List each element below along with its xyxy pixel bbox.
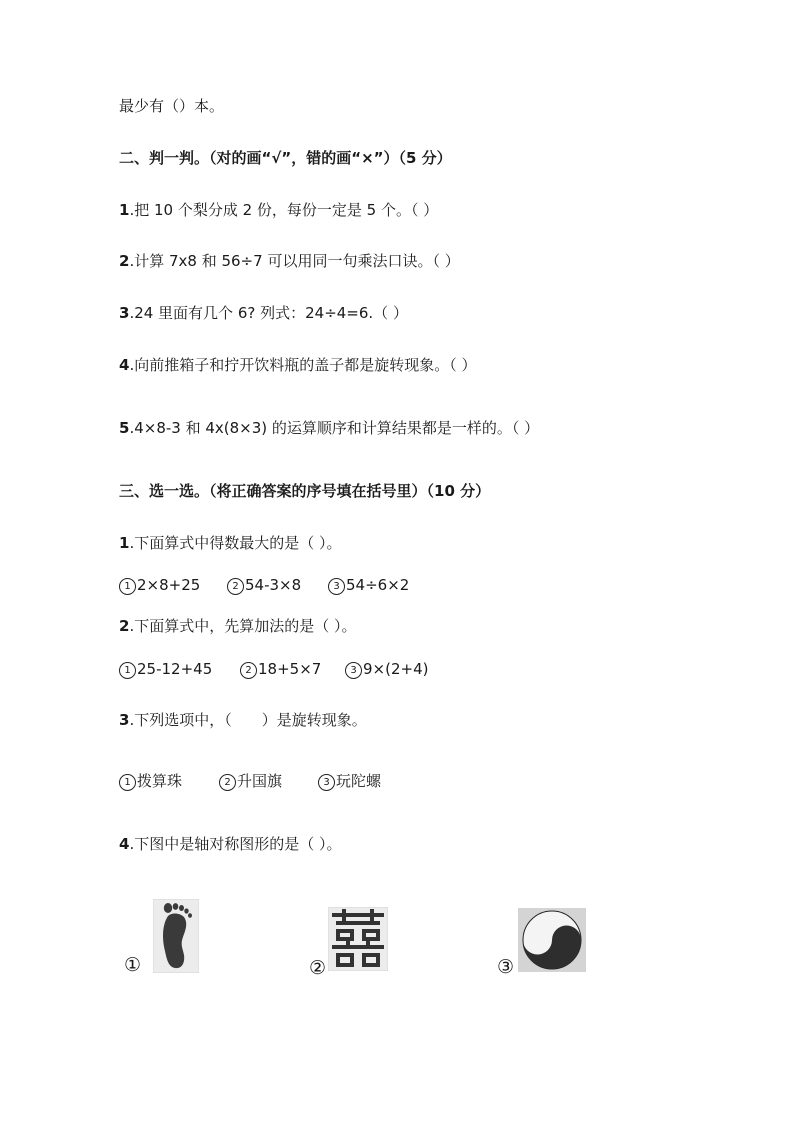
picture-option-label-3: ③ — [497, 956, 515, 978]
intro-line: 最少有（）本。 — [119, 97, 225, 115]
option-text: 18+5×7 — [258, 660, 322, 678]
question-text: .下列选项中，（ ）是旋转现象。 — [129, 711, 367, 729]
question-text: .下面算式中得数最大的是（ ）。 — [129, 534, 342, 552]
option-text: 2×8+25 — [137, 576, 201, 594]
judge-item-1 — [119, 200, 438, 220]
circled-number: 2 — [240, 662, 257, 679]
section-3-heading: 三、选一选。（将正确答案的序号填在括号里）（10 分） — [119, 482, 491, 500]
q2-option-2 — [240, 659, 321, 679]
question-number: 2 — [119, 617, 130, 635]
option-text: 25-12+45 — [137, 660, 213, 678]
circled-number: 3 — [345, 662, 362, 679]
question-text: .下图中是轴对称图形的是（ ）。 — [129, 835, 342, 853]
footprint-icon — [153, 899, 199, 973]
item-number: 1 — [119, 201, 130, 219]
q1-option-3 — [328, 575, 409, 595]
option-text: 54÷6×2 — [346, 576, 410, 594]
picture-option-label-1: ① — [124, 954, 142, 976]
picture-option-label-2: ② — [309, 957, 327, 979]
circled-number: 1 — [119, 774, 136, 791]
choice-question-4 — [119, 834, 341, 854]
choice-question-2 — [119, 616, 356, 636]
question-text: .下面算式中，先算加法的是（ ）。 — [129, 617, 357, 635]
section-2-heading: 二、判一判。（对的画“√”，错的画“×”）（5 分） — [119, 149, 452, 167]
item-number: 3 — [119, 304, 130, 322]
item-number: 2 — [119, 252, 130, 270]
option-text: 拨算珠 — [137, 772, 183, 790]
choice-question-3 — [119, 710, 367, 730]
question-number: 1 — [119, 534, 130, 552]
circled-number: 2 — [227, 578, 244, 595]
yin-yang-icon — [518, 908, 586, 972]
q1-option-2 — [227, 575, 301, 595]
circled-number: 3 — [328, 578, 345, 595]
option-text: 9×(2+4) — [363, 660, 429, 678]
choice-question-1 — [119, 533, 341, 553]
judge-item-5 — [119, 418, 539, 438]
option-text: 54-3×8 — [245, 576, 302, 594]
q3-option-1 — [119, 771, 182, 791]
q2-option-1 — [119, 659, 212, 679]
question-number: 4 — [119, 835, 130, 853]
item-number: 5 — [119, 419, 130, 437]
circled-number: 2 — [219, 774, 236, 791]
option-text: 升国旗 — [237, 772, 283, 790]
item-text: .计算 7x8 和 56÷7 可以用同一句乘法口诀。（ ） — [129, 252, 460, 270]
circled-number: 3 — [318, 774, 335, 791]
option-text: 玩陀螺 — [336, 772, 382, 790]
circled-number: 1 — [119, 578, 136, 595]
q3-option-2 — [219, 771, 282, 791]
circled-number: 1 — [119, 662, 136, 679]
item-text: .向前推箱子和拧开饮料瓶的盖子都是旋转现象。（ ） — [129, 356, 477, 374]
item-number: 4 — [119, 356, 130, 374]
double-happiness-icon — [328, 907, 388, 971]
item-text: .把 10 个梨分成 2 份，每份一定是 5 个。（ ） — [129, 201, 439, 219]
judge-item-2 — [119, 251, 460, 271]
q2-option-3 — [345, 659, 428, 679]
item-text: .4×8-3 和 4x(8×3) 的运算顺序和计算结果都是一样的。（ ） — [129, 419, 540, 437]
item-text: .24 里面有几个 6? 列式：24÷4=6.（ ） — [129, 304, 408, 322]
question-number: 3 — [119, 711, 130, 729]
q3-option-3 — [318, 771, 381, 791]
q1-option-1 — [119, 575, 200, 595]
judge-item-4 — [119, 355, 476, 375]
judge-item-3 — [119, 303, 408, 323]
